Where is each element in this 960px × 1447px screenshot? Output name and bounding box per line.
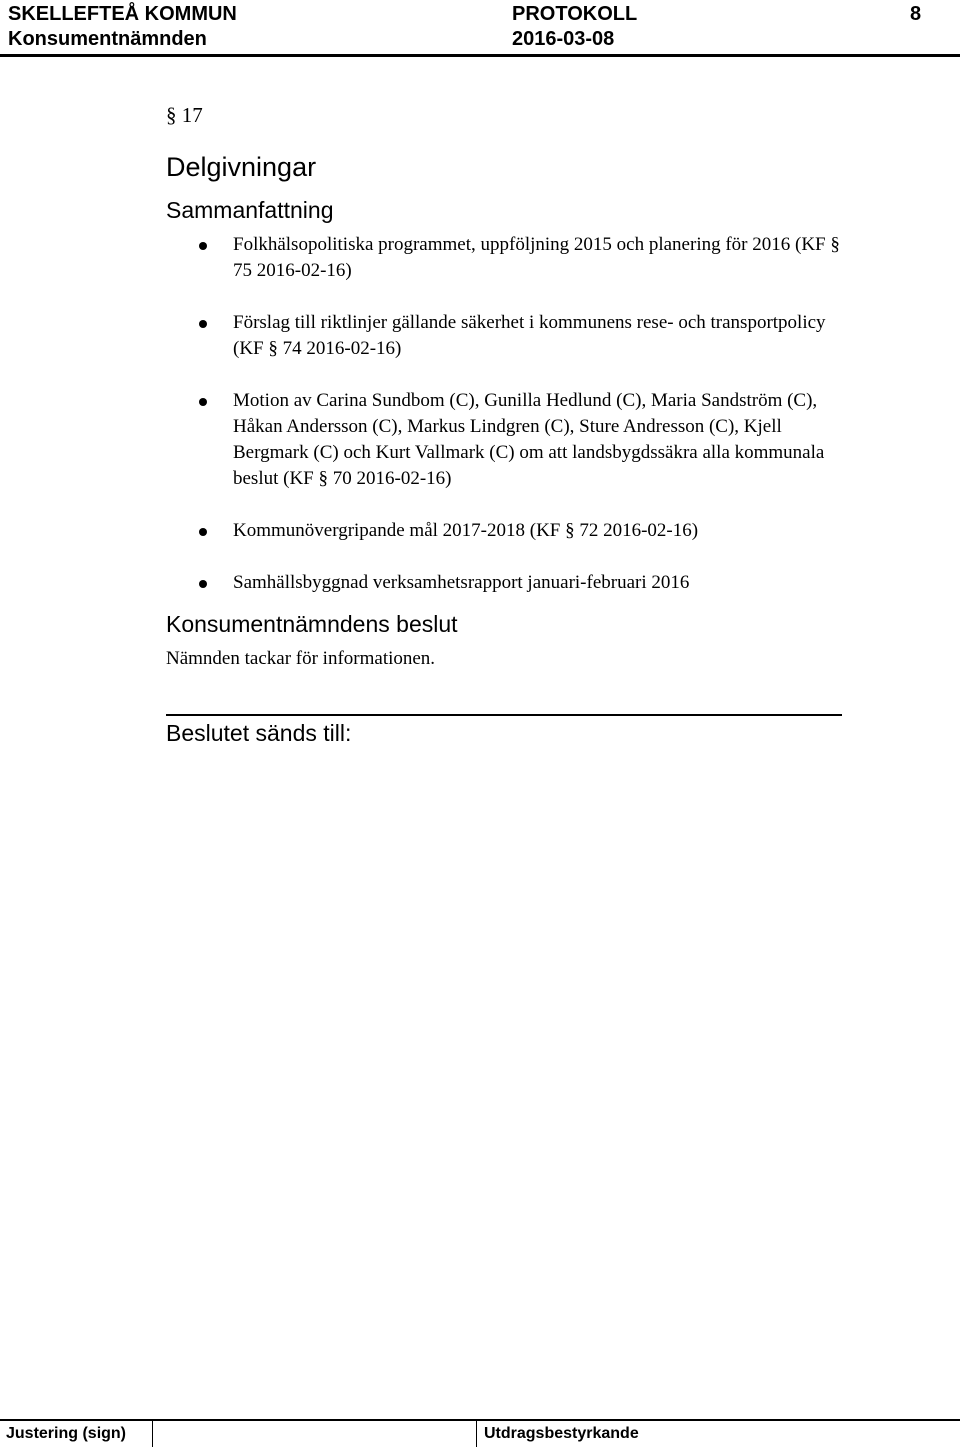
bullet-icon bbox=[199, 580, 207, 588]
section-divider bbox=[166, 714, 842, 716]
bullet-icon bbox=[199, 528, 207, 536]
header-rule bbox=[0, 54, 960, 57]
bullet-icon bbox=[199, 320, 207, 328]
list-item: Folkhälsopolitiska programmet, uppföljning 2015 och planering för 2016 (KF § 75 2016-02-16) bbox=[166, 232, 846, 284]
footer-divider bbox=[152, 1421, 153, 1447]
list-item: Förslag till riktlinjer gällande säkerhet i kommunens rese- och transportpolicy (KF § 74 2016-02-16) bbox=[166, 310, 846, 362]
sent-to-heading: Beslutet sänds till: bbox=[166, 720, 352, 746]
document-type: PROTOKOLL bbox=[512, 3, 638, 25]
footer-rule bbox=[0, 1419, 960, 1421]
justering-label: Justering (sign) bbox=[6, 1425, 127, 1442]
list-item: Samhällsbyggnad verksamhetsrapport januari-februari 2016 bbox=[166, 570, 846, 596]
bullet-icon bbox=[199, 398, 207, 406]
list-item: Motion av Carina Sundbom (C), Gunilla Hedlund (C), Maria Sandström (C), Håkan Andersson (C), Markus Lindgren (C), Sture Andresson (C), Kjell Bergmark (C) och Kurt Vallmark (C) om att landsbygdssäkra alla kommunala beslut (KF § 70 2016-02-16) bbox=[166, 388, 846, 492]
summary-heading: Sammanfattning bbox=[166, 197, 334, 223]
bullet-icon bbox=[199, 242, 207, 250]
section-title: Delgivningar bbox=[166, 152, 317, 182]
municipality-name: SKELLEFTEÅ KOMMUN bbox=[8, 3, 237, 25]
paragraph-number: § 17 bbox=[166, 103, 203, 127]
footer-divider bbox=[476, 1421, 477, 1447]
utdrag-label: Utdragsbestyrkande bbox=[484, 1425, 639, 1442]
summary-list bbox=[166, 232, 846, 596]
list-item: Kommunövergripande mål 2017-2018 (KF § 72 2016-02-16) bbox=[166, 518, 846, 544]
committee-name: Konsumentnämnden bbox=[8, 28, 207, 50]
page-number: 8 bbox=[910, 3, 922, 25]
meeting-date: 2016-03-08 bbox=[512, 28, 615, 50]
decision-text: Nämnden tackar för informationen. bbox=[166, 648, 436, 669]
decision-heading: Konsumentnämndens beslut bbox=[166, 611, 458, 637]
